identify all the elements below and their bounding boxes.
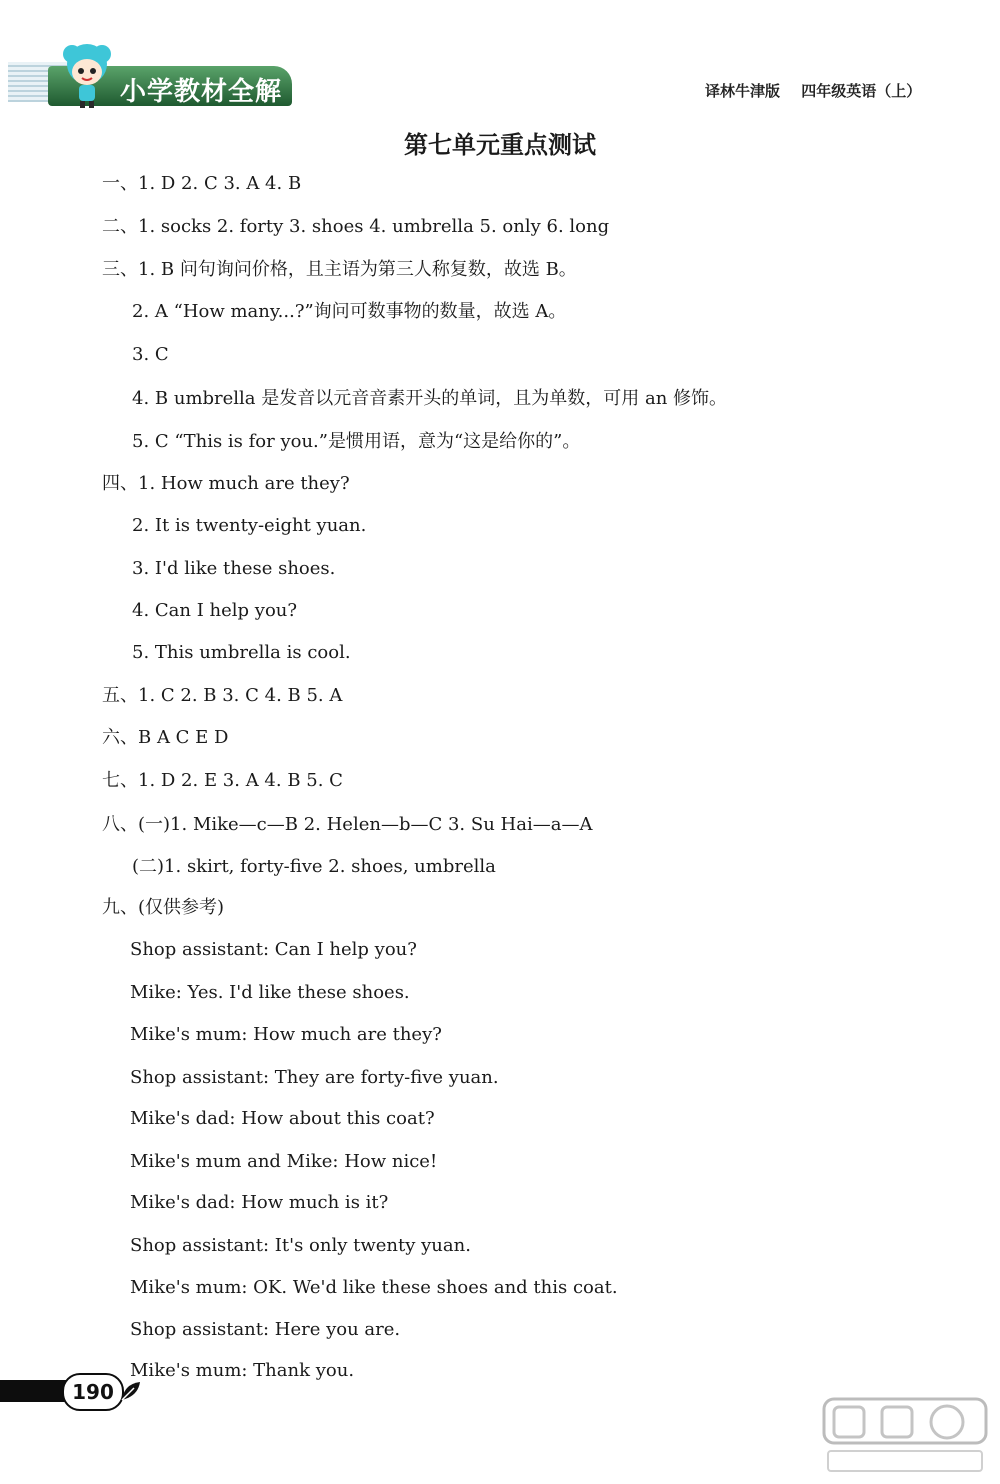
grade-subject-label: 四年级英语（上） [801, 82, 922, 100]
answer-line: 3. C [132, 344, 169, 365]
header-banner [8, 40, 293, 110]
dialogue-line: Shop assistant: Can I help you? [130, 939, 417, 960]
answer-line: 5. This umbrella is cool. [132, 642, 351, 663]
answer-line: 九、(仅供参考) [102, 897, 225, 918]
dialogue-line: Shop assistant: It's only twenty yuan. [130, 1235, 471, 1256]
edition-label: 译林牛津版 [705, 82, 781, 100]
dialogue-line: Mike: Yes. I'd like these shoes. [130, 982, 410, 1003]
footer-bar [0, 1380, 70, 1402]
answer-line: 4. B umbrella 是发音以元音音素开头的单词，且为单数，可用 an 修饰。 [132, 388, 728, 409]
answer-line: 2. A “How many...?”询问可数事物的数量，故选 A。 [132, 301, 567, 322]
answer-line: 六、B A C E D [102, 727, 229, 748]
dialogue-line: Mike's mum: How much are they? [130, 1024, 442, 1045]
page-title: 第七单元重点测试 [404, 131, 596, 159]
mascot-icon [52, 40, 122, 110]
dialogue-line: Mike's dad: How much is it? [130, 1192, 389, 1213]
answer-line: 一、1. D 2. C 3. A 4. B [102, 173, 302, 194]
series-title: 小学教材全解 [120, 77, 283, 107]
answer-line: 五、1. C 2. B 3. C 4. B 5. A [102, 685, 343, 706]
answer-line: 七、1. D 2. E 3. A 4. B 5. C [102, 770, 343, 791]
answer-line: 八、(一)1. Mike—c—B 2. Helen—b—C 3. Su Hai—a—A [102, 814, 593, 835]
answer-line: 三、1. B 问句询问价格，且主语为第三人称复数，故选 B。 [102, 259, 577, 280]
answer-line: 5. C “This is for you.”是惯用语，意为“这是给你的”。 [132, 431, 581, 452]
leaf-icon [118, 1378, 144, 1404]
dialogue-line: Mike's mum: Thank you. [130, 1360, 355, 1381]
watermark-logo [820, 1395, 990, 1475]
dialogue-line: Shop assistant: Here you are. [130, 1319, 401, 1340]
answer-line: 3. I'd like these shoes. [132, 558, 336, 579]
header-info [705, 80, 937, 101]
answer-line: (二)1. skirt, forty-five 2. shoes, umbrella [132, 856, 496, 877]
answer-line: 2. It is twenty-eight yuan. [132, 515, 367, 536]
dialogue-line: Mike's dad: How about this coat? [130, 1108, 435, 1129]
answer-line: 二、1. socks 2. forty 3. shoes 4. umbrella 5. only 6. long [102, 216, 610, 237]
dialogue-line: Mike's mum: OK. We'd like these shoes and this coat. [130, 1277, 618, 1298]
dialogue-line: Shop assistant: They are forty-five yuan. [130, 1067, 499, 1088]
page-number: 190 [62, 1373, 124, 1411]
dialogue-line: Mike's mum and Mike: How nice! [130, 1151, 438, 1172]
answer-line: 四、1. How much are they? [102, 473, 350, 494]
answer-line: 4. Can I help you? [132, 600, 298, 621]
